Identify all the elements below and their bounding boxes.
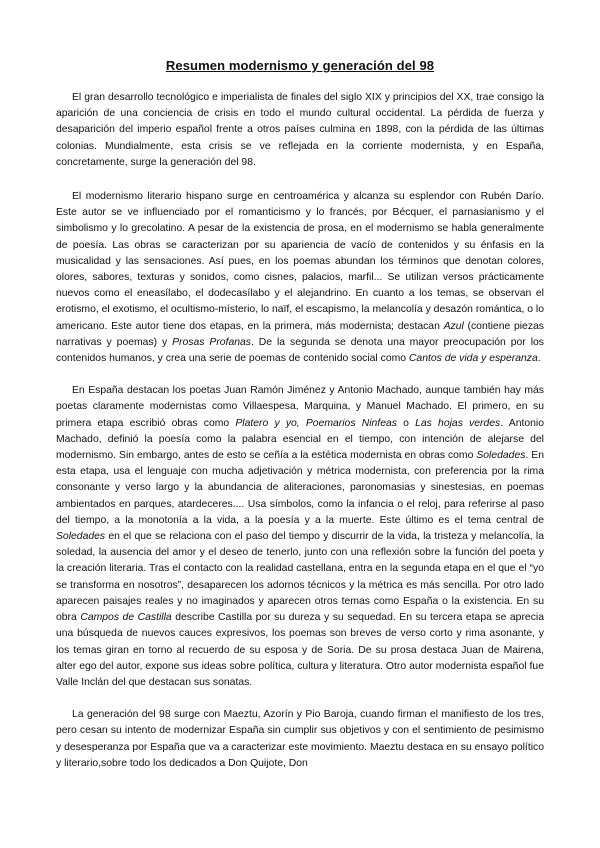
work-title: Campos de Castilla <box>80 612 172 624</box>
work-title: Soledades <box>476 450 526 462</box>
work-title: Platero y yo, Poemarios Ninfeas <box>235 417 397 429</box>
text-run: El gran desarrollo tecnológico e imperialista de finales del siglo XIX y principios del XX, trae consigo la aparición de una conciencia de crisis en todo el mundo cultural occidental. La pérdida de fuerza y desaparición del imperio español frente a otros países culmina en 1898, con la pérdida de las últimas colonias. Mundialmente, esta crisis se ve reflejada en la corriente modernista, y en España, concretamente, surge la generación del 98. <box>56 92 544 168</box>
work-title: Prosas Profanas <box>172 336 251 348</box>
document-body <box>56 90 544 788</box>
text-run: En España destacan los poetas Juan Ramón Jiménez y Antonio Machado, aunque también hay más poetas claramente modernistas como Villaespesa, Marquina, y Manuel Machado. El primero, en su primera etapa escribió obras como <box>56 385 544 429</box>
text-run: . <box>537 353 541 365</box>
text-run: . Antonio Machado, definió la poesía como la palabra esencial en el tiempo, con intención de alejarse del modernismo. Sin embargo, antes de esto se ceñía a la estética modernista en obras como <box>56 417 545 462</box>
text-run: . De la segunda se denota una mayor preocupación por los contenidos humanos, y crea una serie de poemas de contenido social como <box>56 336 544 365</box>
text-run: describe Castilla por su dureza y su sequedad. En su tercera etapa se aprecia una búsqueda de nuevos cauces expresivos, los poemas son breves de verso corto y rima asonante, y los temas giran en torno al recuerdo de su esposa y de Soria. De su prosa destaca Juan de Mairena, alter ego del autor, expone sus ideas sobre política, cultura y literatura. Otro autor modernista español fue Valle Inclán del que destacan sus sonatas. <box>56 612 544 688</box>
text-run: . En esta etapa, usa el lenguaje con mucha adjetivación y métrica modernista, con preferencia por la rima consonante y verso largo y la abundancia de aliteraciones, paronomasias y sinestesias, en poemas ambientados en parques, atardeceres.... Usa símbolos, como la infancia o el reloj, para referirse al paso del tiempo, a la monotonía a la vida, a la poesía y a la muerte. Este último es el tema central de <box>56 450 544 526</box>
text-run: El modernismo literario hispano surge en centroamérica y alcanza su esplendor con Rubén Darío. Este autor se ve influenciado por el romanticismo y lo francés, por Bécquer, el parnasianismo y el simbolismo y lo grecolatino. A pesar de la existencia de prosa, en el modernismo se habla generalmente de poesía. Las obras se caracterizan por su apariencia de vacío de contenidos y su énfasis en la musicalidad y las sensaciones. Así pues, en los poemas abundan los términos que denotan colores, olores, sabores, texturas y sonidos, como cisnes, palacios, marfil... Se utilizan versos prácticamente nuevos como el eneasílabo, el dodecasílabo y el alejandrino. En cuanto a los temas, se observan el erotismo, el exotismo, el ocultismo-místerio, lo naïf, el escapismo, la melancolía y desazón romántica, o lo americano. Este autor tiene dos etapas, en la primera, más modernista; destacan <box>56 191 544 332</box>
text-run: La generación del 98 surge con Maeztu, Azorín y Pio Baroja, cuando firman el manifiesto de los tres, pero cesan su intento de modernizar España sin cumplir sus objetivos y con el sentimiento de pesimismo y desesperanza por España que va a caracterizar este movimiento. Maeztu destaca en su ensayo político y literario,sobre todo los dedicados a Don Quijote, Don <box>56 709 544 769</box>
text-run: o <box>396 417 416 429</box>
work-title: Las hojas verdes <box>415 417 501 429</box>
text-run: en el que se relaciona con el paso del tiempo y discurrir de la vida, la tristeza y melancolía, la soledad, la ausencia del amor y el deseo de tenerlo, junto con una reflexión sobre la función del poeta y la creación literaria. Tras el contacto con la realidad castellana, entra en la segunda etapa en el que el “yo se transforma en nosotros”, desaparecen los adornos técnicos y la métrica es más sencilla. Por otro lado aparecen paisajes reales y no imaginados y aparecen otros temas como España o la existencia. En su obra <box>56 531 544 624</box>
text-run: (contiene piezas narrativas y poemas) y <box>56 320 544 348</box>
work-title: Cantos de vida y esperanza <box>408 353 538 365</box>
paragraph-generacion-98 <box>56 707 544 772</box>
paragraph-intro <box>56 90 544 171</box>
work-title: Azul <box>443 320 464 332</box>
paragraph-modernismo <box>56 189 544 367</box>
paragraph-poetas-espana <box>56 383 544 691</box>
document-title: Resumen modernismo y generación del 98 <box>165 58 435 73</box>
work-title: Soledades <box>56 531 106 543</box>
